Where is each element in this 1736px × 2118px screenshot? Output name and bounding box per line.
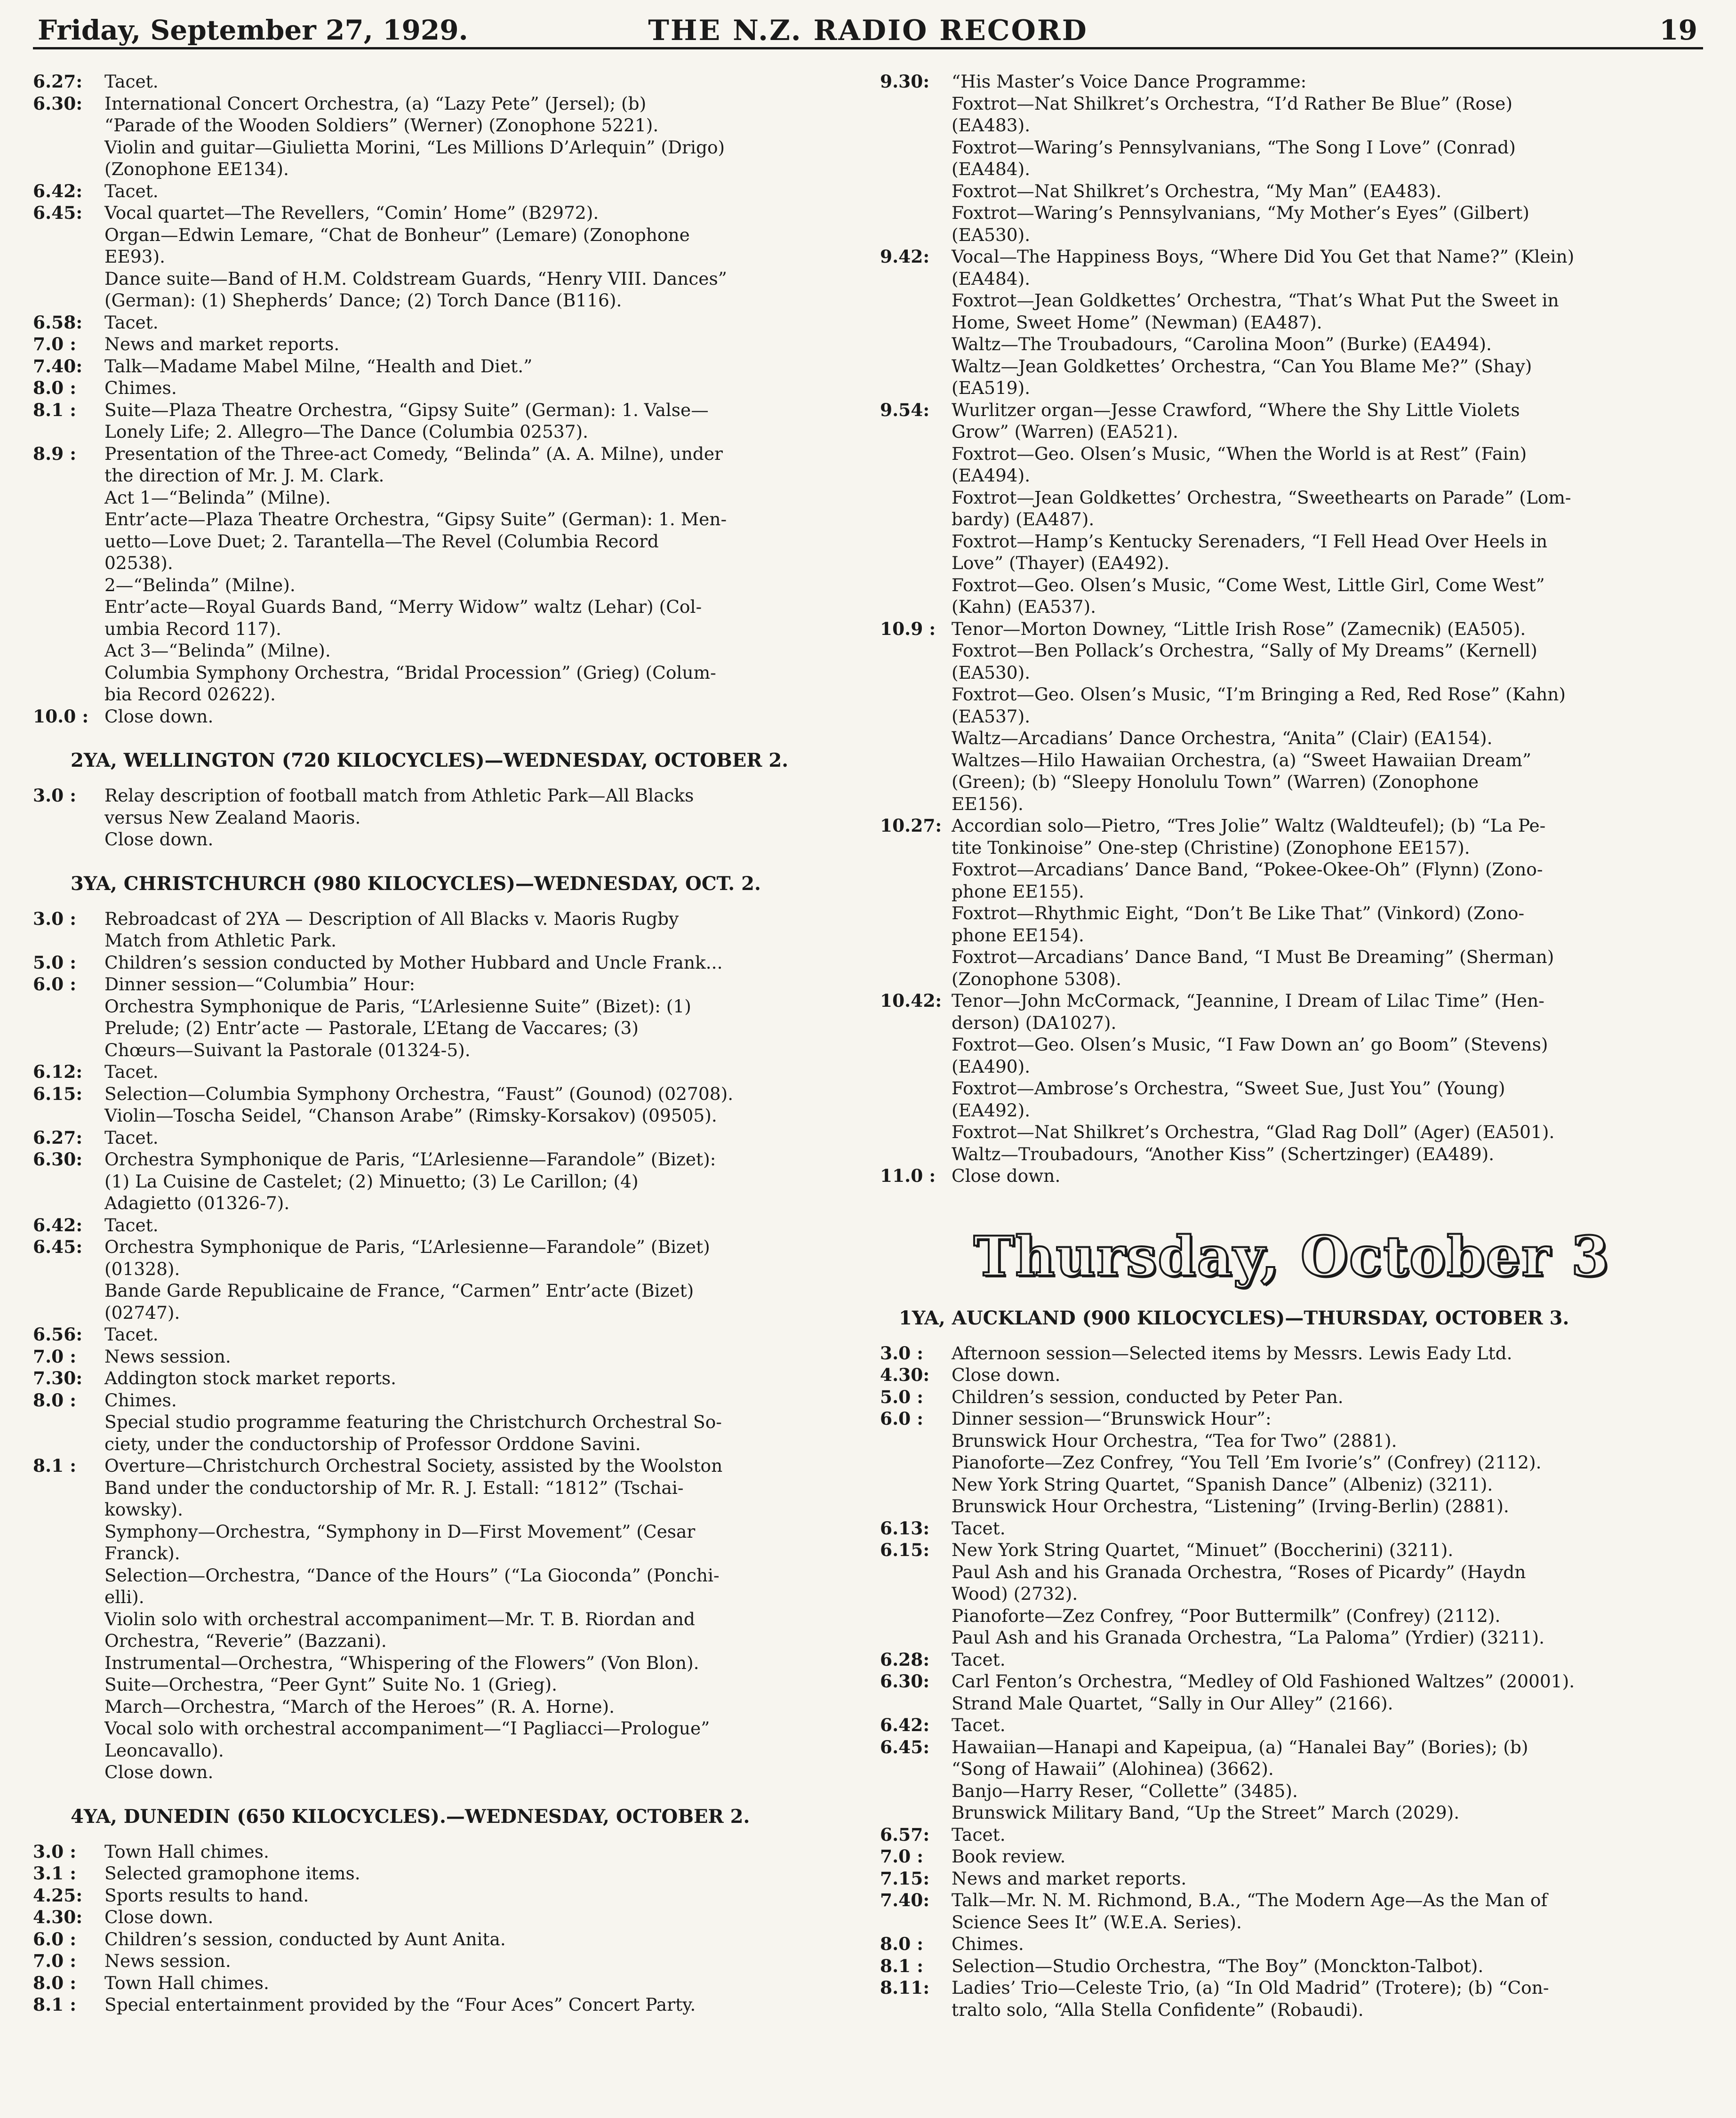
- entry-text: Chimes.: [104, 377, 177, 398]
- programme-entry: [880, 1670, 1704, 1714]
- entry-text: Tacet.: [952, 1649, 1006, 1670]
- entry-text: Dinner session—“Columbia” Hour: Orchestra Symphonique de Paris, “L’Arlesienne Suite” (Bizet): (1) Prelude; (2) Entr’acte — Pastorale, L’Etang de Vaccares; (3) Chœurs—Suivant la Pastorale (01324-5).: [104, 974, 691, 1060]
- entry-text: Tenor—Morton Downey, “Little Irish Rose” (Zamecnik) (EA505). Foxtrot—Ben Pollack’s Orchestra, “Sally of My Dreams” (Kernell) (EA530). Foxtrot—Geo. Olsen’s Music, “I’m Bringing a Red, Red Rose” (Kahn) (EA537). Waltz—Arcadians’ Dance Orchestra, “Anita” (Clair) (EA154). Waltzes—Hilo Hawaiian Orchestra, (a) “Sweet Hawaiian Dream” (Green); (b) “Sleepy Honolulu Town” (Warren) (Zonophone EE156).: [952, 618, 1566, 814]
- entry-time: 6.42:: [880, 1715, 930, 1735]
- entry-time: 4.30:: [33, 1907, 83, 1927]
- publication-title: THE N.Z. RADIO RECORD: [648, 14, 1088, 47]
- programme-entry: [880, 1165, 1704, 1187]
- entry-text: Tacet.: [952, 1824, 1006, 1845]
- left-column: [33, 71, 856, 2016]
- station-heading: 4YA, DUNEDIN (650 KILOCYCLES).—WEDNESDAY, OCTOBER 2.: [71, 1805, 750, 1828]
- entry-time: 8.11:: [880, 1977, 930, 1998]
- right-column: [880, 71, 1704, 2021]
- entry-time: 5.0 :: [33, 952, 77, 973]
- programme-entry: [880, 1868, 1704, 1890]
- entry-text: Book review.: [952, 1846, 1066, 1867]
- programme-entry: [33, 1389, 856, 1455]
- entry-text: Ladies’ Trio—Celeste Trio, (a) “In Old Madrid” (Trotere); (b) “Con- tralto solo, “Alla Stella Confidente” (Robaudi).: [952, 1977, 1549, 2020]
- entry-text: News and market reports.: [952, 1868, 1187, 1889]
- programme-entry: [880, 1649, 1704, 1671]
- entry-text: Tacet.: [104, 71, 159, 92]
- programme-entry: [33, 399, 856, 443]
- entry-time: 8.9 :: [33, 443, 77, 464]
- entry-time: 10.42:: [880, 990, 942, 1011]
- entry-time: 6.45:: [33, 202, 83, 223]
- entry-text: News session.: [104, 1950, 231, 1971]
- entry-text: Suite—Plaza Theatre Orchestra, “Gipsy Suite” (German): 1. Valse— Lonely Life; 2. Allegro—The Dance (Columbia 02537).: [104, 399, 709, 442]
- programme-entry: [33, 1236, 856, 1324]
- entry-text: Hawaiian—Hanapi and Kapeipua, (a) “Hanalei Bay” (Bories); (b) “Song of Hawaii” (Alohinea) (3662). Banjo—Harry Reser, “Collette” (3485). Brunswick Military Band, “Up the Street” March (2029).: [952, 1736, 1528, 1823]
- programme-entry: [33, 93, 856, 180]
- programme-entry: [880, 1408, 1704, 1517]
- programme-entry: [880, 1714, 1704, 1736]
- programme-entry: [33, 1862, 856, 1885]
- entry-time: 5.0 :: [880, 1386, 924, 1407]
- entry-text: Children’s session conducted by Mother Hubbard and Uncle Frank...: [104, 952, 723, 973]
- programme-entry: [880, 246, 1704, 399]
- entry-time: 4.30:: [880, 1364, 930, 1385]
- entry-text: Close down.: [104, 1907, 214, 1927]
- entry-text: Special entertainment provided by the “Four Aces” Concert Party.: [104, 1994, 696, 2015]
- programme-entry: [33, 706, 856, 728]
- entry-time: 6.57:: [880, 1824, 930, 1845]
- programme-entry: [33, 355, 856, 377]
- programme-entry: [33, 333, 856, 355]
- entry-text: Wurlitzer organ—Jesse Crawford, “Where the Shy Little Violets Grow” (Warren) (EA521). Foxtrot—Geo. Olsen’s Music, “When the World is at Rest” (Fain) (EA494). Foxtrot—Jean Goldkettes’ Orchestra, “Sweethearts on Parade” (Lom- bardy) (EA487). Foxtrot—Hamp’s Kentucky Serenaders, “I Fell Head Over Heels in Love” (Thayer) (EA492). Foxtrot—Geo. Olsen’s Music, “Come West, Little Girl, Come West” (Kahn) (EA537).: [952, 399, 1571, 617]
- entry-time: 9.30:: [880, 71, 930, 92]
- programme-entry: [880, 399, 1704, 618]
- programme-entry: [880, 1845, 1704, 1868]
- entry-text: Orchestra Symphonique de Paris, “L’Arlesienne—Farandole” (Bizet): (1) La Cuisine de Castelet; (2) Minuetto; (3) Le Carillon; (4) Adagietto (01326-7).: [104, 1149, 716, 1213]
- entry-text: Carl Fenton’s Orchestra, “Medley of Old Fashioned Waltzes” (20001). Strand Male Quartet, “Sally in Our Alley” (2166).: [952, 1671, 1575, 1714]
- entry-text: New York String Quartet, “Minuet” (Boccherini) (3211). Paul Ash and his Granada Orchestra, “Roses of Picardy” (Haydn Wood) (2732). Pianoforte—Zez Confrey, “Poor Buttermilk” (Confrey) (2112). Paul Ash and his Granada Orchestra, “La Paloma” (Yrdier) (3211).: [952, 1540, 1545, 1648]
- entry-time: 4.25:: [33, 1885, 83, 1906]
- entry-text: Tacet.: [952, 1715, 1006, 1735]
- day-heading: Thursday, October 3: [973, 1224, 1610, 1289]
- programme-entry: [33, 1061, 856, 1083]
- entry-text: Chimes. Special studio programme featuring the Christchurch Orchestral So- ciety, under the conductorship of Professor Orddone Savini.: [104, 1389, 722, 1454]
- entry-text: News session.: [104, 1346, 231, 1367]
- entry-text: Rebroadcast of 2YA — Description of All Blacks v. Maoris Rugby Match from Athletic Park.: [104, 908, 679, 951]
- entry-text: Tenor—John McCormack, “Jeannine, I Dream of Lilac Time” (Hen- derson) (DA1027). Foxtrot—Geo. Olsen’s Music, “I Faw Down an’ go Boom” (Stevens) (EA490). Foxtrot—Ambrose’s Orchestra, “Sweet Sue, Just You” (Young) (EA492). Foxtrot—Nat Shilkret’s Orchestra, “Glad Rag Doll” (Ager) (EA501). Waltz—Troubadours, “Another Kiss” (Schertzinger) (EA489).: [952, 990, 1555, 1164]
- entry-time: 3.0 :: [33, 908, 77, 929]
- programme-entry: [880, 1342, 1704, 1364]
- entry-text: Tacet.: [104, 180, 159, 201]
- programme-entry: [33, 1455, 856, 1783]
- programme-entry: [33, 1324, 856, 1346]
- entry-time: 7.40:: [880, 1890, 930, 1910]
- programme-entry: [880, 990, 1704, 1165]
- programme-entry: [880, 1955, 1704, 1977]
- programme-entry: [33, 1346, 856, 1368]
- programme-entry: [880, 618, 1704, 815]
- entry-time: 7.0 :: [33, 1950, 77, 1971]
- entry-time: 7.0 :: [33, 334, 77, 354]
- entry-text: Tacet.: [104, 1324, 159, 1345]
- programme-entry: [880, 1933, 1704, 1955]
- programme-entry: [33, 312, 856, 334]
- entry-time: 6.27:: [33, 1127, 83, 1148]
- entry-time: 9.54:: [880, 399, 930, 420]
- programme-entry: [33, 443, 856, 706]
- programme-entry: [33, 908, 856, 952]
- entry-time: 10.0 :: [33, 706, 89, 727]
- entry-time: 8.1 :: [33, 1455, 77, 1476]
- programme-entry: [33, 1972, 856, 1994]
- entry-time: 8.0 :: [33, 1972, 77, 1993]
- programme-entry: [33, 1127, 856, 1149]
- entry-text: Selection—Studio Orchestra, “The Boy” (Monckton-Talbot).: [952, 1955, 1484, 1976]
- programme-entry: [880, 815, 1704, 990]
- programme-entry: [33, 1885, 856, 1907]
- entry-text: International Concert Orchestra, (a) “Lazy Pete” (Jersel); (b) “Parade of the Wooden Soldiers” (Werner) (Zonophone 5221). Violin and guitar—Giulietta Morini, “Les Millions D’Arlequin” (Drigo) (Zonophone EE134).: [104, 93, 725, 179]
- entry-time: 11.0 :: [880, 1165, 936, 1186]
- entry-text: Dinner session—“Brunswick Hour”: Brunswick Hour Orchestra, “Tea for Two” (2881). Pianoforte—Zez Confrey, “You Tell ’Em Ivorie’s” (Confrey) (2112). New York String Quartet, “Spanish Dance” (Albeniz) (3211). Brunswick Hour Orchestra, “Listening” (Irving-Berlin) (2881).: [952, 1408, 1542, 1516]
- station-heading: 3YA, CHRISTCHURCH (980 KILOCYCLES)—WEDNESDAY, OCT. 2.: [71, 872, 761, 895]
- entry-text: Close down.: [104, 706, 214, 727]
- entry-text: Close down.: [952, 1165, 1061, 1186]
- entry-text: Tacet.: [104, 1214, 159, 1236]
- entry-text: News and market reports.: [104, 334, 340, 354]
- programme-entry: [33, 1906, 856, 1928]
- entry-time: 7.40:: [33, 355, 83, 377]
- entry-time: 7.0 :: [33, 1346, 77, 1367]
- entry-time: 3.0 :: [880, 1342, 924, 1364]
- programme-entry: [33, 1841, 856, 1863]
- programme-entry: [33, 1928, 856, 1950]
- entry-time: 8.0 :: [880, 1933, 924, 1954]
- entry-time: 6.45:: [33, 1236, 83, 1257]
- programme-entry: [880, 1517, 1704, 1540]
- programme-entry: [880, 71, 1704, 246]
- programme-entry: [880, 1539, 1704, 1649]
- entry-time: 6.42:: [33, 180, 83, 201]
- entry-text: Talk—Mr. N. M. Richmond, B.A., “The Modern Age—As the Man of Science Sees It” (W.E.A. Series).: [952, 1890, 1548, 1933]
- entry-text: Sports results to hand.: [104, 1885, 309, 1906]
- entry-text: Children’s session, conducted by Peter Pan.: [952, 1386, 1344, 1407]
- entry-time: 10.27:: [880, 815, 942, 836]
- page-number: 19: [1659, 14, 1697, 46]
- entry-time: 7.15:: [880, 1868, 930, 1889]
- entry-time: 3.0 :: [33, 785, 77, 806]
- entry-text: Accordian solo—Pietro, “Tres Jolie” Waltz (Waldteufel); (b) “La Pe- tite Tonkinoise” One-step (Christine) (Zonophone EE157). Foxtrot—Arcadians’ Dance Band, “Pokee-Okee-Oh” (Flynn) (Zono- phone EE155). Foxtrot—Rhythmic Eight, “Don’t Be Like That” (Vinkord) (Zono- phone EE154). Foxtrot—Arcadians’ Dance Band, “I Must Be Dreaming” (Sherman) (Zonophone 5308).: [952, 815, 1554, 989]
- masthead: [33, 10, 1703, 49]
- programme-entry: [33, 973, 856, 1061]
- entry-time: 9.42:: [880, 246, 930, 267]
- entry-text: Afternoon session—Selected items by Messrs. Lewis Eady Ltd.: [952, 1342, 1512, 1364]
- entry-time: 3.1 :: [33, 1863, 77, 1884]
- entry-text: Vocal—The Happiness Boys, “Where Did You Get that Name?” (Klein) (EA484). Foxtrot—Jean Goldkettes’ Orchestra, “That’s What Put the Sweet in Home, Sweet Home” (Newman) (EA487). Waltz—The Troubadours, “Carolina Moon” (Burke) (EA494). Waltz—Jean Goldkettes’ Orchestra, “Can You Blame Me?” (Shay) (EA519).: [952, 246, 1575, 398]
- entry-text: “His Master’s Voice Dance Programme: Foxtrot—Nat Shilkret’s Orchestra, “I’d Rather Be Blue” (Rose) (EA483). Foxtrot—Waring’s Pennsylvanians, “The Song I Love” (Conrad) (EA484). Foxtrot—Nat Shilkret’s Orchestra, “My Man” (EA483). Foxtrot—Waring’s Pennsylvanians, “My Mother’s Eyes” (Gilbert) (EA530).: [952, 71, 1529, 245]
- entry-text: Chimes.: [952, 1933, 1024, 1954]
- entry-text: Tacet.: [104, 1061, 159, 1082]
- entry-time: 6.0 :: [880, 1408, 924, 1429]
- programme-entry: [880, 1736, 1704, 1824]
- entry-time: 8.1 :: [33, 1994, 77, 2015]
- entry-text: Vocal quartet—The Revellers, “Comin’ Home” (B2972). Organ—Edwin Lemare, “Chat de Bonheur” (Lemare) (Zonophone EE93). Dance suite—Band of H.M. Coldstream Guards, “Henry VIII. Dances” (German): (1) Shepherds’ Dance; (2) Torch Dance (B116).: [104, 202, 727, 311]
- entry-time: 8.1 :: [880, 1955, 924, 1976]
- programme-entry: [33, 202, 856, 312]
- programme-entry: [33, 952, 856, 974]
- entry-time: 6.28:: [880, 1649, 930, 1670]
- station-heading: 2YA, WELLINGTON (720 KILOCYCLES)—WEDNESDAY, OCTOBER 2.: [71, 749, 789, 771]
- programme-entry: [33, 71, 856, 93]
- entry-time: 6.27:: [33, 71, 83, 92]
- entry-time: 6.0 :: [33, 1928, 77, 1950]
- entry-time: 6.30:: [33, 93, 83, 114]
- station-heading: 1YA, AUCKLAND (900 KILOCYCLES)—THURSDAY, OCTOBER 3.: [899, 1307, 1569, 1329]
- entry-time: 6.30:: [880, 1671, 930, 1692]
- entry-text: Tacet.: [104, 312, 159, 333]
- entry-time: 10.9 :: [880, 618, 936, 639]
- entry-text: Talk—Madame Mabel Milne, “Health and Diet.”: [104, 355, 533, 377]
- programme-entry: [33, 377, 856, 399]
- programme-entry: [33, 1367, 856, 1389]
- entry-text: Presentation of the Three-act Comedy, “Belinda” (A. A. Milne), under the direction of Mr. J. M. Clark. Act 1—“Belinda” (Milne). Entr’acte—Plaza Theatre Orchestra, “Gipsy Suite” (German): 1. Men- uetto—Love Duet; 2. Tarantella—The Revel (Columbia Record 02538). 2—“Belinda” (Milne). Entr’acte—Royal Guards Band, “Merry Widow” waltz (Lehar) (Col- umbia Record 117). Act 3—“Belinda” (Milne). Columbia Symphony Orchestra, “Bridal Procession” (Grieg) (Colum- bia Record 02622).: [104, 443, 727, 705]
- entry-text: Tacet.: [104, 1127, 159, 1148]
- programme-entry: [880, 1364, 1704, 1386]
- programme-entry: [33, 180, 856, 202]
- programme-entry: [880, 1386, 1704, 1408]
- entry-time: 7.0 :: [880, 1846, 924, 1867]
- programme-entry: [880, 1977, 1704, 2021]
- entry-text: Addington stock market reports.: [104, 1368, 397, 1388]
- entry-text: Selection—Columbia Symphony Orchestra, “Faust” (Gounod) (02708). Violin—Toscha Seidel, “Chanson Arabe” (Rimsky-Korsakov) (09505).: [104, 1083, 734, 1126]
- entry-text: Close down.: [952, 1364, 1061, 1385]
- entry-text: Orchestra Symphonique de Paris, “L’Arlesienne—Farandole” (Bizet) (01328). Bande Garde Republicaine de France, “Carmen” Entr’acte (Bizet) (02747).: [104, 1236, 710, 1323]
- entry-text: Selected gramophone items.: [104, 1863, 360, 1884]
- entry-time: 6.45:: [880, 1736, 930, 1757]
- programme-entry: [880, 1824, 1704, 1846]
- entry-text: Children’s session, conducted by Aunt Anita.: [104, 1928, 506, 1950]
- entry-time: 6.42:: [33, 1214, 83, 1236]
- entry-time: 6.56:: [33, 1324, 83, 1345]
- entry-time: 7.30:: [33, 1368, 83, 1388]
- entry-time: 6.13:: [880, 1517, 930, 1539]
- entry-text: Town Hall chimes.: [104, 1972, 269, 1993]
- programme-entry: [33, 1214, 856, 1236]
- entry-time: 3.0 :: [33, 1841, 77, 1862]
- entry-time: 6.0 :: [33, 974, 77, 995]
- programme-entry: [880, 1889, 1704, 1933]
- entry-time: 6.58:: [33, 312, 83, 333]
- entry-time: 8.1 :: [33, 399, 77, 420]
- entry-time: 8.0 :: [33, 1389, 77, 1411]
- entry-time: 6.15:: [33, 1083, 83, 1104]
- programme-entry: [33, 1994, 856, 2016]
- entry-time: 6.12:: [33, 1061, 83, 1082]
- programme-entry: [33, 785, 856, 850]
- programme-entry: [33, 1950, 856, 1972]
- entry-time: 8.0 :: [33, 377, 77, 398]
- entry-time: 6.30:: [33, 1149, 83, 1170]
- issue-date: Friday, September 27, 1929.: [38, 14, 468, 46]
- programme-entry: [33, 1083, 856, 1127]
- entry-time: 6.15:: [880, 1540, 930, 1560]
- programme-entry: [33, 1148, 856, 1214]
- entry-text: Tacet.: [952, 1517, 1006, 1539]
- entry-text: Town Hall chimes.: [104, 1841, 269, 1862]
- entry-text: Overture—Christchurch Orchestral Society, assisted by the Woolston Band under the conductorship of Mr. R. J. Estall: “1812” (Tschai- kowsky). Symphony—Orchestra, “Symphony in D—First Movement” (Cesar Franck). Selection—Orchestra, “Dance of the Hours” (“La Gioconda” (Ponchi- elli). Violin solo with orchestral accompaniment—Mr. T. B. Riordan and Orchestra, “Reverie” (Bazzani). Instrumental—Orchestra, “Whispering of the Flowers” (Von Blon). Suite—Orchestra, “Peer Gynt” Suite No. 1 (Grieg). March—Orchestra, “March of the Heroes” (R. A. Horne). Vocal solo with orchestral accompaniment—“I Pagliacci—Prologue” Leoncavallo). Close down.: [104, 1455, 723, 1782]
- entry-text: Relay description of football match from Athletic Park—All Blacks versus New Zealand Maoris. Close down.: [104, 785, 694, 850]
